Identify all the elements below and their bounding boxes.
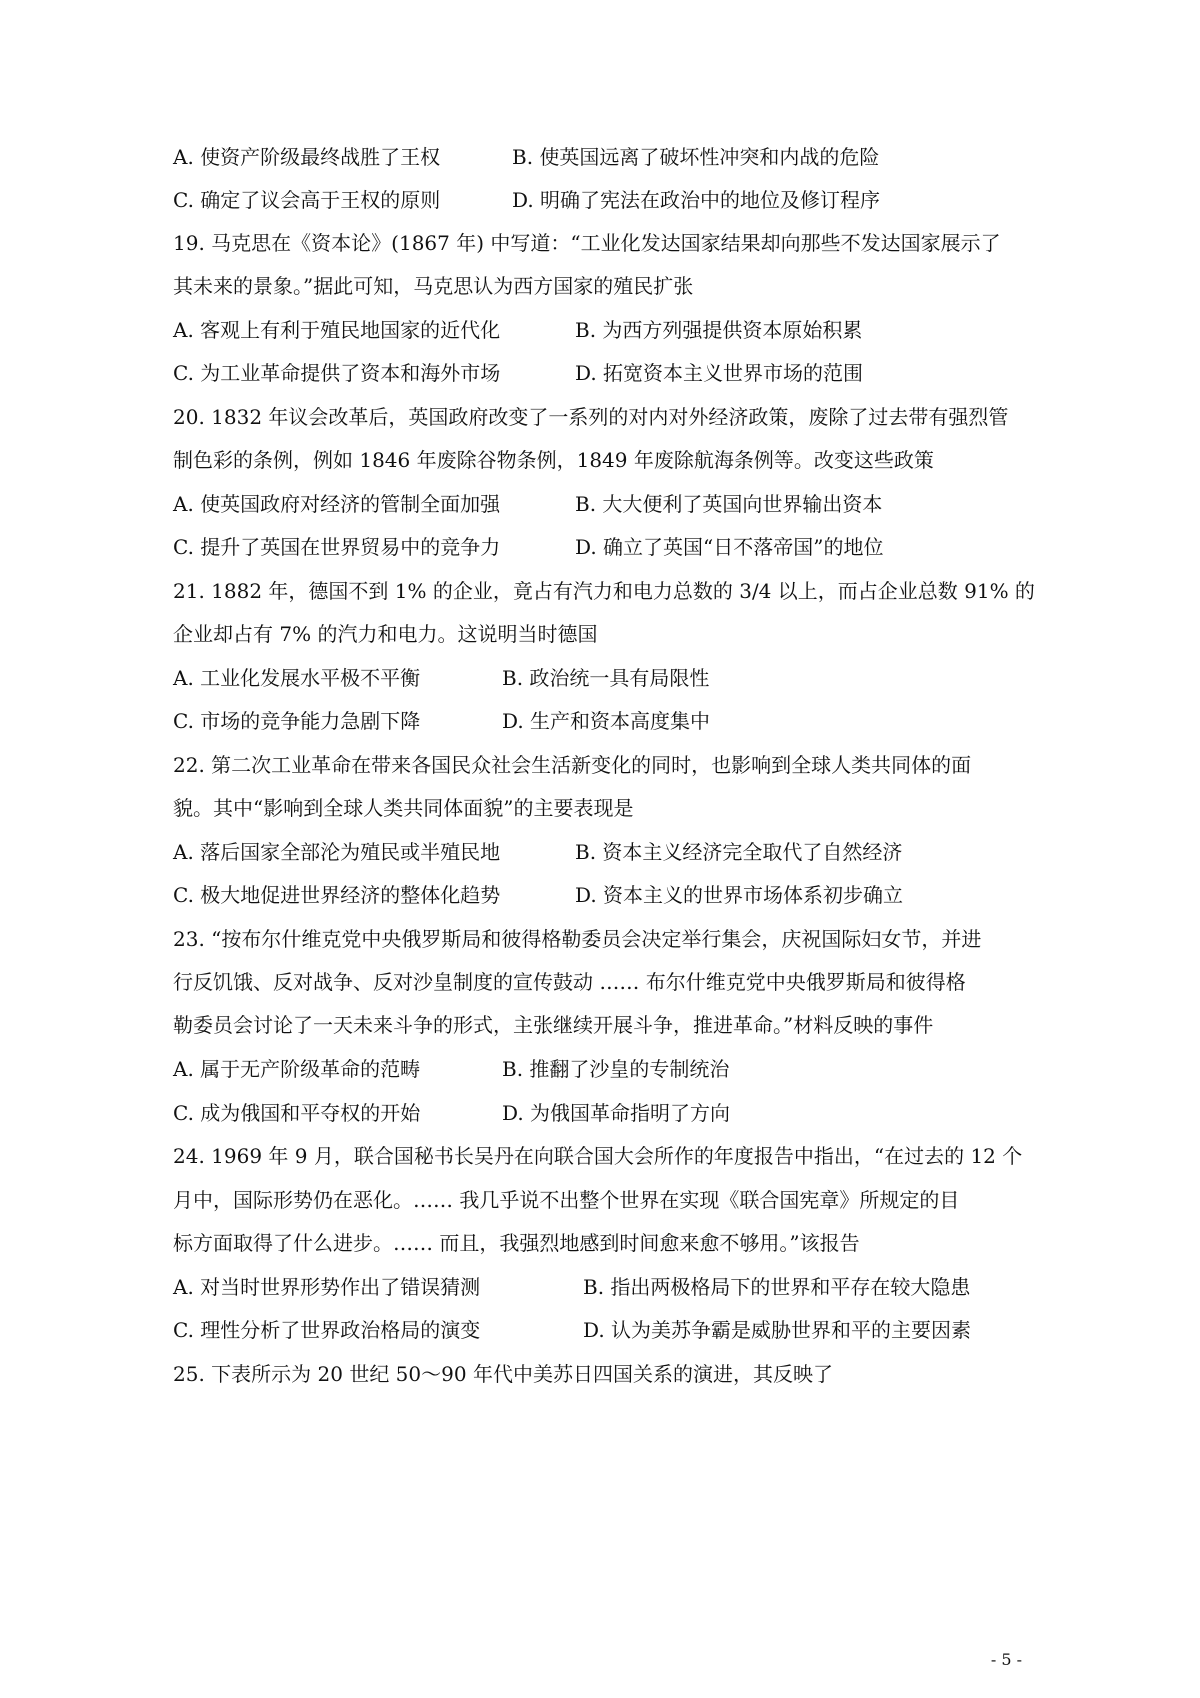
q19-stem-line-2: 其未来的景象。”据此可知，马克思认为西方国家的殖民扩张: [173, 274, 694, 298]
q21-stem-line-1: 21. 1882 年，德国不到 1% 的企业，竟占有汽力和电力总数的 3/4 以上，而占企业总数 91% 的: [173, 579, 1035, 603]
q18-option-a: A. 使资产阶级最终战胜了王权: [173, 145, 441, 169]
q22-stem-line-2: 貌。其中“影响到全球人类共同体面貌”的主要表现是: [173, 796, 634, 820]
q24-stem-line-3: 标方面取得了什么进步。…… 而且，我强烈地感到时间愈来愈不够用。”该报告: [173, 1231, 860, 1255]
q20-option-d: D. 确立了英国“日不落帝国”的地位: [575, 535, 884, 559]
q23-stem-line-2: 行反饥饿、反对战争、反对沙皇制度的宣传鼓动 …… 布尔什维克党中央俄罗斯局和彼得格: [173, 970, 966, 994]
q20-option-b: B. 大大便利了英国向世界输出资本: [575, 492, 883, 516]
q22-option-c: C. 极大地促进世界经济的整体化趋势: [173, 883, 501, 907]
q24-option-b: B. 指出两极格局下的世界和平存在较大隐患: [583, 1275, 971, 1299]
q24-stem-line-1: 24. 1969 年 9 月，联合国秘书长吴丹在向联合国大会所作的年度报告中指出，“在过去的 12 个: [173, 1144, 1023, 1168]
q22-option-b: B. 资本主义经济完全取代了自然经济: [575, 840, 903, 864]
q22-option-d: D. 资本主义的世界市场体系初步确立: [575, 883, 904, 907]
q19-option-a: A. 客观上有利于殖民地国家的近代化: [173, 318, 501, 342]
q19-option-b: B. 为西方列强提供资本原始积累: [575, 318, 863, 342]
q20-stem-line-1: 20. 1832 年议会改革后，英国政府改变了一系列的对内对外经济政策，废除了过去带有强烈管: [173, 405, 1009, 429]
page-number: - 5 -: [990, 1650, 1022, 1669]
q25-stem-line-1: 25. 下表所示为 20 世纪 50～90 年代中美苏日四国关系的演进，其反映了: [173, 1362, 833, 1386]
q21-option-c: C. 市场的竞争能力急剧下降: [173, 709, 421, 733]
q19-option-d: D. 拓宽资本主义世界市场的范围: [575, 361, 864, 385]
q21-option-b: B. 政治统一具有局限性: [502, 666, 710, 690]
q23-stem-line-1: 23. “按布尔什维克党中央俄罗斯局和彼得格勒委员会决定举行集会，庆祝国际妇女节，并进: [173, 927, 982, 951]
q18-option-c: C. 确定了议会高于王权的原则: [173, 188, 441, 212]
q23-option-a: A. 属于无产阶级革命的范畴: [173, 1057, 421, 1081]
q22-stem-line-1: 22. 第二次工业革命在带来各国民众社会生活新变化的同时，也影响到全球人类共同体的面: [173, 753, 972, 777]
q22-option-a: A. 落后国家全部沦为殖民或半殖民地: [173, 840, 501, 864]
q23-option-b: B. 推翻了沙皇的专制统治: [502, 1057, 730, 1081]
q20-stem-line-2: 制色彩的条例，例如 1846 年废除谷物条例，1849 年废除航海条例等。改变这些政策: [173, 448, 934, 472]
q18-option-d: D. 明确了宪法在政治中的地位及修订程序: [512, 188, 881, 212]
q19-stem-line-1: 19. 马克思在《资本论》(1867 年) 中写道：“工业化发达国家结果却向那些不发达国家展示了: [173, 231, 1001, 255]
q24-stem-line-2: 月中，国际形势仍在恶化。…… 我几乎说不出整个世界在实现《联合国宪章》所规定的目: [173, 1188, 960, 1212]
q21-option-d: D. 生产和资本高度集中: [502, 709, 711, 733]
q21-option-a: A. 工业化发展水平极不平衡: [173, 666, 421, 690]
q23-option-c: C. 成为俄国和平夺权的开始: [173, 1101, 421, 1125]
q18-option-b: B. 使英国远离了破坏性冲突和内战的危险: [512, 145, 880, 169]
q24-option-c: C. 理性分析了世界政治格局的演变: [173, 1318, 481, 1342]
q23-stem-line-3: 勒委员会讨论了一天未来斗争的形式，主张继续开展斗争，推进革命。”材料反映的事件: [173, 1013, 934, 1037]
q20-option-a: A. 使英国政府对经济的管制全面加强: [173, 492, 501, 516]
q20-option-c: C. 提升了英国在世界贸易中的竞争力: [173, 535, 501, 559]
q23-option-d: D. 为俄国革命指明了方向: [502, 1101, 731, 1125]
q21-stem-line-2: 企业却占有 7% 的汽力和电力。这说明当时德国: [173, 622, 598, 646]
q24-option-d: D. 认为美苏争霸是威胁世界和平的主要因素: [583, 1318, 972, 1342]
q24-option-a: A. 对当时世界形势作出了错误猜测: [173, 1275, 481, 1299]
q19-option-c: C. 为工业革命提供了资本和海外市场: [173, 361, 501, 385]
